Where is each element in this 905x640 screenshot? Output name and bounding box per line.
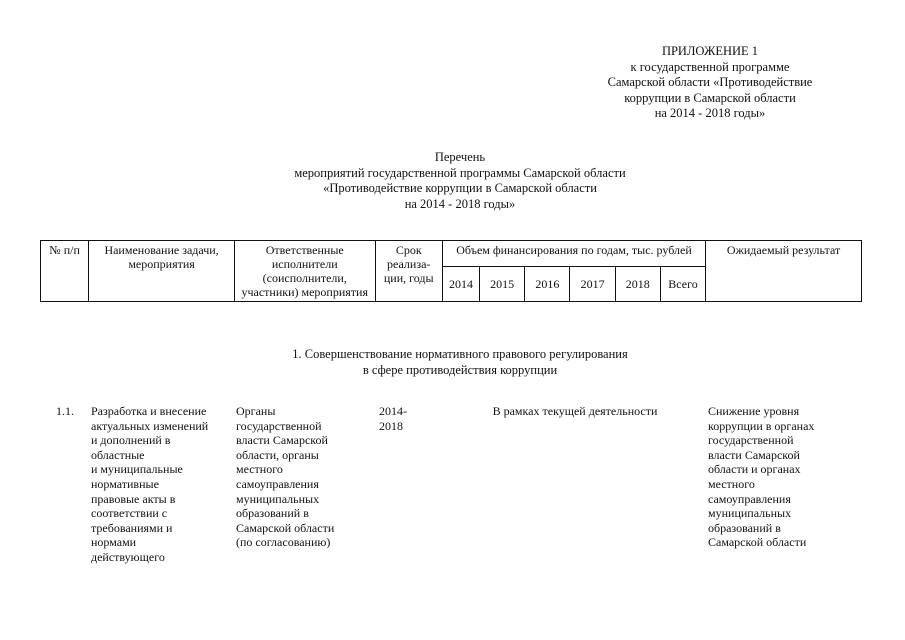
measure-name-line: Разработка и внесение [91, 404, 207, 418]
section-line: 1. Совершенствование нормативного правового регулирования [292, 347, 628, 361]
document-title [250, 150, 670, 212]
section-line: в сфере противодействия коррупции [362, 362, 558, 377]
result-line: государственной [708, 433, 794, 448]
measure-name-line: нормами [91, 535, 137, 550]
result-line: Снижение уровня [708, 404, 800, 418]
header-financing: Объем финансирования по годам, тыс. рублей [442, 241, 705, 267]
header-year: 2017 [570, 267, 615, 302]
section-heading [250, 347, 670, 378]
measure-name-line: соответствии с [91, 506, 168, 521]
row-term [379, 404, 439, 433]
executor-line: образований в [236, 506, 309, 521]
executor-line: Органы [236, 404, 276, 418]
header-result: Ожидаемый результат [706, 241, 862, 302]
row-financing: В рамках текущей деятельности [492, 404, 658, 418]
header-executors: Ответственные исполнители (соисполнители, участники) мероприятия [234, 241, 375, 302]
header-year: 2014 [442, 267, 479, 302]
header-num: № п/п [41, 241, 89, 302]
appendix-line: к государственной программе [630, 59, 790, 74]
row-number: 1.1. [56, 404, 74, 418]
measure-name-line: областные [91, 447, 145, 462]
appendix-line: Самарской области «Противодействие [607, 75, 813, 89]
row-measure-name [91, 404, 231, 565]
result-line: муниципальных [708, 506, 792, 521]
term-line: 2014- [379, 404, 407, 418]
measure-name-line: требованиями и [91, 520, 173, 535]
executor-line: муниципальных [236, 491, 320, 506]
result-line: местного [708, 476, 755, 491]
header-year: 2016 [525, 267, 570, 302]
result-line: самоуправления [708, 491, 791, 506]
executor-line: власти Самарской [236, 433, 328, 448]
header-name: Наименование задачи, мероприятия [89, 241, 235, 302]
measure-name-line: актуальных изменений [91, 418, 209, 433]
title-line: «Противодействие коррупции в Самарской области [323, 181, 597, 195]
measure-name-line: правовые акты в [91, 491, 176, 506]
header-year: 2015 [480, 267, 525, 302]
title-line: мероприятий государственной программы Самарской области [294, 165, 626, 180]
measures-table-header [40, 240, 862, 302]
measure-name-line: и дополнений в [91, 433, 171, 448]
header-term: Срок реализа-ции, годы [375, 241, 442, 302]
row-executors [236, 404, 371, 550]
result-line: области и органах [708, 462, 801, 477]
executor-line: области, органы [236, 447, 319, 462]
title-line: на 2014 - 2018 годы» [404, 196, 516, 211]
appendix-line: на 2014 - 2018 годы» [654, 106, 766, 120]
term-line: 2018 [379, 418, 403, 433]
executor-line: местного [236, 462, 283, 477]
row-expected-result [708, 404, 858, 550]
measure-name-line: действующего [91, 549, 165, 564]
result-line: Самарской области [708, 535, 807, 550]
executor-line: самоуправления [236, 476, 319, 491]
executor-line: государственной [236, 418, 322, 433]
appendix-block [590, 44, 830, 122]
measure-name-line: и муниципальные [91, 462, 183, 477]
header-year: 2018 [615, 267, 660, 302]
appendix-line: ПРИЛОЖЕНИЕ 1 [661, 44, 759, 58]
appendix-line: коррупции в Самарской области [624, 90, 796, 105]
result-line: образований в [708, 520, 781, 535]
executor-line: (по согласованию) [236, 535, 331, 550]
result-line: коррупции в органах [708, 418, 815, 433]
executor-line: Самарской области [236, 520, 335, 535]
header-total: Всего [660, 267, 705, 302]
measure-name-line: нормативные [91, 476, 159, 491]
title-line: Перечень [434, 150, 486, 164]
result-line: власти Самарской [708, 447, 800, 462]
